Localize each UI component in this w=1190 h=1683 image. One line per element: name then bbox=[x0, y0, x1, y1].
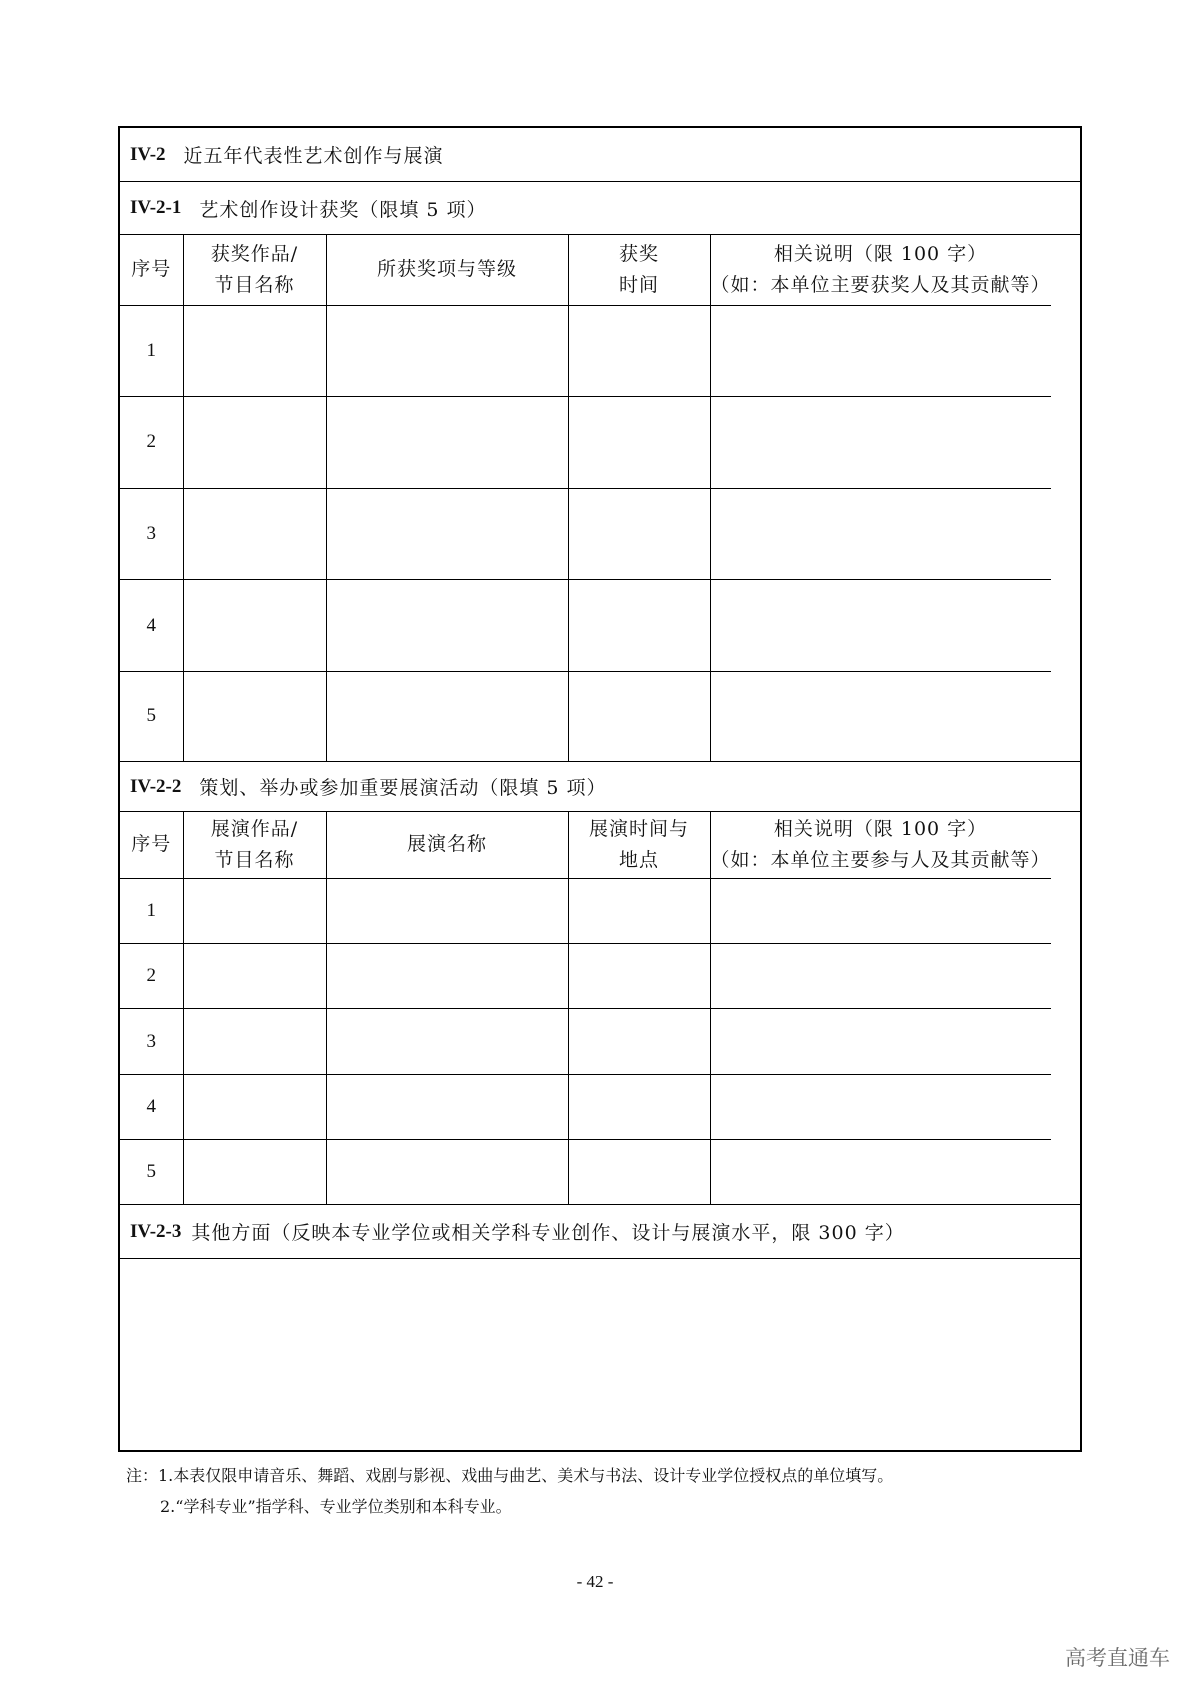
cell-work[interactable] bbox=[183, 397, 326, 489]
cell-work[interactable] bbox=[183, 878, 326, 943]
header-desc-line2: （如：本单位主要参与人及其贡献等） bbox=[710, 848, 1051, 871]
cell-work[interactable] bbox=[183, 943, 326, 1008]
cell-name[interactable] bbox=[326, 1009, 568, 1074]
cell-desc[interactable] bbox=[710, 397, 1051, 489]
table-row bbox=[120, 878, 1051, 943]
header-work-line2: 节目名称 bbox=[214, 273, 295, 296]
header-time-line2: 时间 bbox=[618, 273, 659, 296]
cell-name[interactable] bbox=[326, 943, 568, 1008]
awards-table bbox=[120, 235, 1051, 761]
section-1-header bbox=[120, 182, 1080, 235]
header-desc-line2: （如：本单位主要获奖人及其贡献等） bbox=[710, 273, 1051, 296]
row-number: 4 bbox=[120, 1074, 183, 1139]
header-desc-line1: 相关说明（限 100 字） bbox=[773, 817, 988, 840]
cell-desc[interactable] bbox=[710, 878, 1051, 943]
other-aspects-text-area[interactable] bbox=[120, 1259, 1080, 1450]
performances-header-row bbox=[120, 812, 1051, 878]
header-work-line1: 获奖作品/ bbox=[210, 242, 299, 265]
cell-work[interactable] bbox=[183, 488, 326, 580]
cell-work[interactable] bbox=[183, 671, 326, 761]
cell-work[interactable] bbox=[183, 305, 326, 397]
section-main-title: 近五年代表性艺术创作与展演 bbox=[183, 145, 444, 167]
table-row bbox=[120, 488, 1051, 580]
cell-time[interactable] bbox=[568, 397, 710, 489]
header-award: 所获奖项与等级 bbox=[326, 235, 568, 305]
section-1-title: 艺术创作设计获奖（限填 5 项） bbox=[199, 198, 487, 221]
row-number: 1 bbox=[120, 878, 183, 943]
watermark: 高考直通车 bbox=[1065, 1646, 1170, 1670]
row-number: 2 bbox=[120, 943, 183, 1008]
header-time bbox=[568, 235, 710, 305]
cell-work[interactable] bbox=[183, 1140, 326, 1204]
cell-time-place[interactable] bbox=[568, 1009, 710, 1074]
header-work bbox=[183, 812, 326, 878]
table-row bbox=[120, 1009, 1051, 1074]
section-main-code: IV-2 bbox=[130, 143, 166, 165]
cell-work[interactable] bbox=[183, 1009, 326, 1074]
header-seq: 序号 bbox=[120, 812, 183, 878]
cell-work[interactable] bbox=[183, 1074, 326, 1139]
table-row bbox=[120, 943, 1051, 1008]
cell-time-place[interactable] bbox=[568, 1074, 710, 1139]
section-main-header bbox=[120, 128, 1080, 182]
row-number: 1 bbox=[120, 305, 183, 397]
cell-desc[interactable] bbox=[710, 671, 1051, 761]
cell-award[interactable] bbox=[326, 580, 568, 672]
section-1-code: IV-2-1 bbox=[130, 197, 182, 218]
section-3-header bbox=[120, 1204, 1080, 1259]
table-row bbox=[120, 397, 1051, 489]
cell-time-place[interactable] bbox=[568, 1140, 710, 1204]
awards-header-row bbox=[120, 235, 1051, 305]
table-row bbox=[120, 671, 1051, 761]
header-time-line2: 地点 bbox=[618, 848, 659, 871]
table-row bbox=[120, 1140, 1051, 1204]
table-row bbox=[120, 1074, 1051, 1139]
cell-time[interactable] bbox=[568, 488, 710, 580]
performances-table bbox=[120, 812, 1051, 1204]
section-2-code: IV-2-2 bbox=[130, 775, 182, 797]
section-2-title: 策划、举办或参加重要展演活动（限填 5 项） bbox=[199, 777, 607, 799]
header-desc bbox=[710, 812, 1051, 878]
header-desc-line1: 相关说明（限 100 字） bbox=[773, 242, 988, 265]
header-desc bbox=[710, 235, 1051, 305]
cell-desc[interactable] bbox=[710, 305, 1051, 397]
header-time-place bbox=[568, 812, 710, 878]
header-time-line1: 获奖 bbox=[618, 242, 659, 265]
cell-time[interactable] bbox=[568, 305, 710, 397]
header-work-line1: 展演作品/ bbox=[210, 817, 299, 840]
row-number: 4 bbox=[120, 580, 183, 672]
row-number: 2 bbox=[120, 397, 183, 489]
note-2: 2.“学科专业”指学科、专业学位类别和本科专业。 bbox=[160, 1497, 512, 1516]
section-2-header bbox=[120, 761, 1080, 812]
cell-name[interactable] bbox=[326, 878, 568, 943]
row-number: 3 bbox=[120, 488, 183, 580]
table-row bbox=[120, 580, 1051, 672]
cell-work[interactable] bbox=[183, 580, 326, 672]
cell-award[interactable] bbox=[326, 397, 568, 489]
cell-award[interactable] bbox=[326, 488, 568, 580]
cell-time[interactable] bbox=[568, 580, 710, 672]
note-1: 注：1.本表仅限申请音乐、舞蹈、戏剧与影视、戏曲与曲艺、美术与书法、设计专业学位授权点的单位填写。 bbox=[126, 1466, 894, 1485]
table-row bbox=[120, 305, 1051, 397]
page-number: - 42 - bbox=[576, 1572, 614, 1591]
row-number: 5 bbox=[120, 671, 183, 761]
cell-desc[interactable] bbox=[710, 943, 1051, 1008]
cell-award[interactable] bbox=[326, 671, 568, 761]
section-3-title: 其他方面（反映本专业学位或相关学科专业创作、设计与展演水平，限 300 字） bbox=[191, 1222, 905, 1244]
cell-desc[interactable] bbox=[710, 580, 1051, 672]
header-seq: 序号 bbox=[120, 235, 183, 305]
cell-award[interactable] bbox=[326, 305, 568, 397]
cell-time-place[interactable] bbox=[568, 878, 710, 943]
footnotes bbox=[126, 1460, 893, 1522]
header-time-line1: 展演时间与 bbox=[588, 817, 689, 840]
header-work bbox=[183, 235, 326, 305]
cell-time-place[interactable] bbox=[568, 943, 710, 1008]
form-sheet bbox=[118, 126, 1082, 1452]
row-number: 5 bbox=[120, 1140, 183, 1204]
cell-name[interactable] bbox=[326, 1074, 568, 1139]
header-work-line2: 节目名称 bbox=[214, 848, 295, 871]
cell-desc[interactable] bbox=[710, 1140, 1051, 1204]
cell-time[interactable] bbox=[568, 671, 710, 761]
cell-desc[interactable] bbox=[710, 1009, 1051, 1074]
section-3-code: IV-2-3 bbox=[130, 1220, 182, 1242]
header-name: 展演名称 bbox=[326, 812, 568, 878]
cell-desc[interactable] bbox=[710, 488, 1051, 580]
cell-name[interactable] bbox=[326, 1140, 568, 1204]
cell-desc[interactable] bbox=[710, 1074, 1051, 1139]
row-number: 3 bbox=[120, 1009, 183, 1074]
